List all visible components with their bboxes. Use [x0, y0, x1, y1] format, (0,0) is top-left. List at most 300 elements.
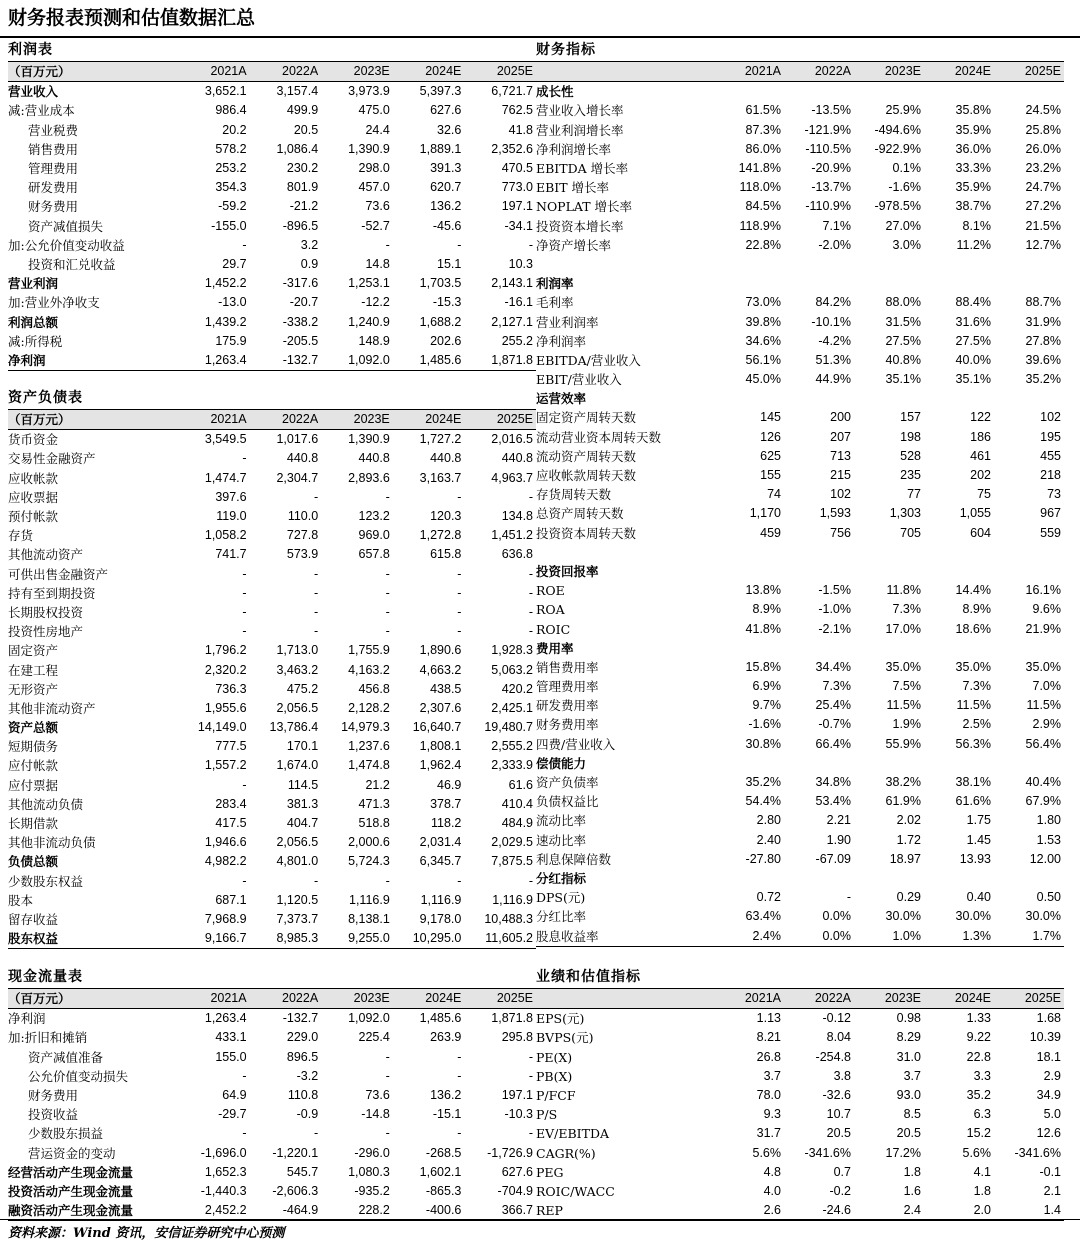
value: -0.1	[1039, 1164, 1061, 1179]
value: 5.0	[1043, 1107, 1061, 1122]
value: -52.7	[361, 218, 390, 233]
value: -	[242, 624, 247, 639]
value: 21.2	[365, 777, 390, 792]
cell-value	[784, 735, 854, 754]
cell-value	[784, 696, 854, 715]
cell-value	[924, 1067, 994, 1086]
table-row	[8, 584, 536, 603]
table-row	[536, 677, 1064, 696]
table-row	[8, 159, 536, 178]
cell-value	[854, 562, 924, 581]
value: 440.8	[430, 451, 462, 466]
value: 1,602.1	[419, 1164, 462, 1179]
cell-value	[321, 1028, 393, 1047]
cell-value	[854, 1201, 924, 1221]
cell-value	[854, 370, 924, 389]
value: 2.6	[763, 1203, 781, 1218]
value: -13.0	[218, 295, 247, 310]
cell-value	[994, 1105, 1064, 1124]
cell-value	[321, 1067, 393, 1086]
value: 461	[970, 448, 991, 463]
cell-value	[464, 236, 536, 255]
cell-value	[464, 891, 536, 910]
table-row	[8, 756, 536, 775]
table-row	[536, 370, 1064, 389]
value	[1061, 545, 1064, 559]
table-row	[8, 795, 536, 814]
value: -704.9	[497, 1183, 533, 1198]
value: 11.5%	[956, 698, 991, 713]
cell-value	[924, 178, 994, 197]
cell-value	[994, 504, 1064, 523]
value: 118.0%	[739, 180, 781, 195]
value: 11,605.2	[485, 931, 533, 946]
value: 10.7	[826, 1107, 851, 1122]
cell-value	[178, 910, 250, 929]
value: 119.0	[216, 509, 247, 524]
value: 5.6%	[962, 1145, 991, 1160]
value	[921, 564, 924, 578]
cell-value	[321, 178, 393, 197]
value: -4.2%	[818, 333, 851, 348]
cell-value	[854, 293, 924, 312]
value: 228.2	[358, 1203, 390, 1218]
cell-value	[321, 891, 393, 910]
value: 7,373.7	[276, 911, 319, 926]
table-row	[8, 82, 536, 102]
value: 499.9	[286, 103, 319, 118]
cell-value	[994, 1124, 1064, 1143]
row-label: 交易性金融资产	[8, 451, 96, 467]
cell-value	[714, 1144, 784, 1163]
cell-value	[321, 565, 393, 584]
row-label: 资产负债率	[536, 775, 599, 791]
cell-value	[178, 101, 250, 120]
value: 35.1%	[955, 372, 991, 387]
value: -	[242, 237, 247, 252]
value: 27.5%	[885, 333, 921, 348]
year-header	[321, 410, 393, 430]
row-label: 股息收益率	[536, 926, 714, 946]
cell-value	[994, 850, 1064, 869]
cell-value	[393, 449, 465, 468]
value: -	[242, 873, 247, 888]
cell-value	[250, 488, 322, 507]
cell-value	[178, 82, 250, 102]
table-row	[536, 524, 1064, 543]
value: 54.4%	[745, 794, 781, 809]
table-row	[536, 1086, 1064, 1105]
row-label: 其他流动负债	[8, 796, 84, 812]
value: 1.68	[1036, 1011, 1061, 1026]
cell-value	[178, 1028, 250, 1047]
value: 2,320.2	[204, 662, 247, 677]
value: 38.1%	[955, 775, 991, 790]
cell-value	[714, 351, 784, 370]
cell-value	[924, 850, 994, 869]
cell-value	[924, 121, 994, 140]
table-row	[536, 408, 1064, 427]
year-label: 2024E	[425, 991, 462, 1006]
cell-value	[250, 332, 322, 351]
row-label: 净利润率	[536, 333, 587, 349]
value: -1.5%	[818, 583, 851, 598]
cell-value	[178, 872, 250, 891]
value: 18.1	[1036, 1049, 1061, 1064]
cell-value	[464, 1067, 536, 1086]
value: -2,606.3	[272, 1183, 319, 1198]
value: 200	[830, 410, 851, 425]
value: 22.8	[966, 1049, 991, 1064]
value: 263.9	[430, 1030, 462, 1045]
row-label	[536, 543, 714, 562]
value: -1,696.0	[200, 1145, 247, 1160]
value: 136.2	[430, 1088, 462, 1103]
cell-value	[784, 581, 854, 600]
year-label: 2022A	[282, 64, 319, 79]
value: 9.7%	[752, 698, 781, 713]
cell-value	[250, 910, 322, 929]
cell-value	[714, 1009, 784, 1029]
cell-value	[393, 776, 465, 795]
cell-value	[994, 562, 1064, 581]
value: 155.0	[215, 1049, 247, 1064]
value: 20.2	[222, 122, 247, 137]
row-label: 长期股权投资	[8, 604, 84, 620]
value: 967	[1040, 506, 1061, 521]
cell-value	[784, 504, 854, 523]
row-label: 营业利润	[8, 276, 59, 292]
cell-value	[250, 236, 322, 255]
value: 773.0	[501, 180, 533, 195]
cell-value	[714, 811, 784, 830]
value: -155.0	[211, 218, 247, 233]
value: -0.2	[829, 1183, 851, 1198]
value: 61.9%	[885, 794, 921, 809]
row-label: DPS(元)	[536, 890, 586, 906]
cell-value	[784, 926, 854, 946]
cell-value	[714, 293, 784, 312]
value	[1061, 276, 1064, 290]
row-label: 加:营业外净收支	[8, 295, 100, 311]
row-label: 长期借款	[8, 816, 59, 832]
cell-value	[854, 197, 924, 216]
value: 1,871.8	[491, 1011, 533, 1026]
value: 38.2%	[885, 775, 921, 790]
table-row	[8, 351, 536, 371]
year-header	[250, 62, 322, 82]
value: 3,652.1	[204, 84, 247, 99]
cell-value	[994, 274, 1064, 293]
table-row	[8, 236, 536, 255]
value: 16.1%	[1025, 583, 1061, 598]
value: 2,127.1	[491, 314, 533, 329]
year-label: 2021A	[744, 64, 781, 79]
cell-value	[784, 869, 854, 888]
table-row	[536, 754, 1064, 773]
value: 741.7	[215, 547, 247, 562]
cell-value	[393, 197, 465, 216]
cell-value	[393, 660, 465, 679]
table-row	[8, 545, 536, 564]
cell-value	[714, 178, 784, 197]
value: -	[385, 604, 390, 619]
value	[991, 564, 994, 578]
value: 126	[760, 429, 781, 444]
value: 13.93	[959, 851, 991, 866]
value: -	[242, 585, 247, 600]
cell-value	[854, 677, 924, 696]
value	[851, 756, 854, 770]
valuation-indicators	[536, 966, 1064, 1221]
cell-value	[321, 622, 393, 641]
value: -	[314, 1126, 319, 1141]
table-row	[8, 101, 536, 120]
cell-value	[784, 524, 854, 543]
cell-value	[854, 428, 924, 447]
cell-value	[994, 677, 1064, 696]
cell-value	[714, 543, 784, 562]
cell-value	[784, 811, 854, 830]
cell-value	[393, 795, 465, 814]
cell-value	[178, 488, 250, 507]
value: 102	[1040, 410, 1061, 425]
value: 471.3	[358, 796, 390, 811]
value: 1,390.9	[348, 141, 390, 156]
cell-value	[994, 735, 1064, 754]
cell-value	[321, 197, 393, 216]
cell-value	[464, 293, 536, 312]
value: -	[314, 873, 319, 888]
value: -338.2	[282, 314, 319, 329]
value: 615.8	[430, 547, 462, 562]
balance-sheet	[8, 387, 536, 949]
cell-value	[854, 773, 924, 792]
cell-value	[854, 888, 924, 907]
row-label: P/S	[536, 1107, 558, 1123]
cell-value	[393, 82, 465, 102]
cell-value	[854, 82, 924, 102]
value: 2.9%	[1032, 717, 1061, 732]
value: 1,485.6	[419, 1011, 462, 1026]
value: 84.5%	[745, 199, 781, 214]
value: 756	[830, 525, 851, 540]
value: 197.1	[501, 1088, 533, 1103]
value: -	[314, 585, 319, 600]
value: 225.4	[358, 1030, 390, 1045]
table-row	[8, 197, 536, 216]
value: 17.0%	[885, 621, 921, 636]
value: 420.2	[501, 681, 533, 696]
year-label: 2024E	[954, 64, 991, 79]
table-header-row	[536, 62, 1064, 82]
row-label: 营业收入增长率	[536, 103, 624, 119]
value: 35.2%	[745, 775, 781, 790]
value: 1,955.6	[204, 700, 247, 715]
value: 27.0%	[885, 218, 921, 233]
cell-value	[784, 888, 854, 907]
value: 35.0%	[885, 659, 921, 674]
cell-value	[784, 1201, 854, 1221]
cell-value	[924, 1201, 994, 1221]
cell-value	[321, 1182, 393, 1201]
cell-value	[178, 121, 250, 140]
value: 736.3	[215, 681, 247, 696]
value: 1,557.2	[204, 758, 247, 773]
cell-value	[178, 565, 250, 584]
value	[781, 564, 784, 578]
cell-value	[178, 776, 250, 795]
value: 56.4%	[1025, 736, 1061, 751]
value: -67.09	[815, 851, 851, 866]
value: 801.9	[286, 180, 319, 195]
value: -	[242, 777, 247, 792]
value: 1,593	[819, 506, 851, 521]
cell-value	[854, 1124, 924, 1143]
value: 2,056.5	[276, 700, 319, 715]
cell-value	[321, 872, 393, 891]
value: -0.9	[296, 1107, 319, 1122]
value: -2.1%	[818, 621, 851, 636]
cell-value	[854, 389, 924, 408]
cell-value	[393, 584, 465, 603]
table-row	[8, 1048, 536, 1067]
cell-value	[784, 274, 854, 293]
value: 1,086.4	[276, 141, 319, 156]
cell-value	[924, 696, 994, 715]
value: 31.0	[896, 1049, 921, 1064]
row-label: 固定资产	[8, 643, 59, 659]
row-label: EV/EBITDA	[536, 1126, 609, 1142]
cell-value	[784, 332, 854, 351]
value: -	[528, 1049, 533, 1064]
value: 1.53	[1036, 832, 1061, 847]
cell-value	[464, 526, 536, 545]
value	[851, 257, 854, 271]
value: 30.8%	[745, 736, 781, 751]
cell-value	[854, 101, 924, 120]
cell-value	[250, 469, 322, 488]
cell-value	[784, 140, 854, 159]
cell-value	[924, 715, 994, 734]
value: 35.2	[966, 1088, 991, 1103]
value: 2.9	[1043, 1068, 1061, 1083]
cell-value	[250, 1163, 322, 1182]
value: 7,968.9	[204, 911, 247, 926]
cell-value	[393, 1201, 465, 1221]
cell-value	[393, 545, 465, 564]
cash-flow-title: 现金流量表	[8, 966, 536, 989]
value: 440.8	[358, 451, 390, 466]
value: 20.5	[896, 1126, 921, 1141]
cell-value	[714, 408, 784, 427]
table-row	[8, 1086, 536, 1105]
table-row	[8, 565, 536, 584]
row-label: 投资回报率	[536, 563, 599, 579]
value: 75	[977, 487, 991, 502]
cell-value	[924, 1105, 994, 1124]
value: 11.2%	[956, 237, 991, 252]
value: 5,397.3	[419, 84, 462, 99]
row-label: 加:公允价值变动收益	[8, 237, 125, 253]
cell-value	[854, 408, 924, 427]
cell-value	[924, 236, 994, 255]
table-row	[8, 332, 536, 351]
cell-value	[924, 389, 994, 408]
cell-value	[321, 795, 393, 814]
value: 31.5%	[885, 314, 921, 329]
cell-value	[178, 545, 250, 564]
value: 3.7	[763, 1068, 781, 1083]
value: -935.2	[354, 1183, 390, 1198]
cell-value	[464, 1144, 536, 1163]
value: 9,255.0	[348, 931, 390, 946]
cell-value	[994, 926, 1064, 946]
cell-value	[924, 869, 994, 888]
cell-value	[994, 389, 1064, 408]
row-label: 财务费用	[28, 199, 79, 215]
value: 727.8	[286, 528, 319, 543]
value: -29.7	[218, 1107, 247, 1122]
value: 620.7	[430, 180, 462, 195]
cell-value	[854, 581, 924, 600]
value: -	[457, 237, 462, 252]
cell-value	[854, 351, 924, 370]
cell-value	[994, 101, 1064, 120]
value: 295.8	[501, 1030, 533, 1045]
table-row	[536, 101, 1064, 120]
value: -896.5	[282, 218, 319, 233]
cell-value	[994, 600, 1064, 619]
value: 24.4	[365, 122, 390, 137]
cell-value	[321, 255, 393, 274]
value: 2,029.5	[491, 835, 533, 850]
table-row	[536, 639, 1064, 658]
row-label: CAGR(%)	[536, 1145, 596, 1161]
cell-value	[924, 792, 994, 811]
cell-value	[178, 1086, 250, 1105]
table-row	[8, 1105, 536, 1124]
cell-value	[784, 217, 854, 236]
cell-value	[393, 1182, 465, 1201]
cell-value	[924, 447, 994, 466]
table-row	[8, 1009, 536, 1029]
value: -59.2	[218, 199, 247, 214]
value: 12.6	[1036, 1126, 1061, 1141]
value: 31.9%	[1025, 314, 1061, 329]
cell-value	[464, 718, 536, 737]
value: 195	[1040, 429, 1061, 444]
value: 417.5	[215, 816, 247, 831]
cell-value	[994, 217, 1064, 236]
value: 24.7%	[1025, 180, 1061, 195]
cell-value	[924, 600, 994, 619]
cell-value	[393, 274, 465, 293]
cell-value	[464, 699, 536, 718]
cell-value	[994, 408, 1064, 427]
value: 202.6	[430, 333, 462, 348]
value: 9.3	[763, 1107, 781, 1122]
value: -45.6	[432, 218, 462, 233]
value: 3.8	[833, 1068, 851, 1083]
cell-value	[714, 524, 784, 543]
value: 7.1%	[822, 218, 851, 233]
cell-value	[924, 831, 994, 850]
cell-value	[393, 217, 465, 236]
cell-value	[714, 504, 784, 523]
value: 26.0%	[1025, 141, 1061, 156]
value: 2.80	[756, 813, 781, 828]
